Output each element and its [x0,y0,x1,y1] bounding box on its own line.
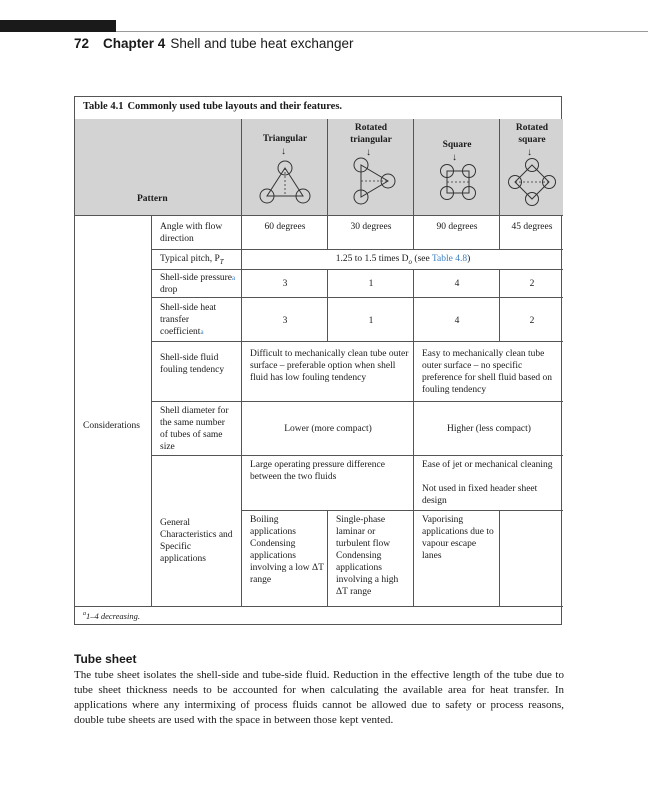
row-label-diameter: Shell diameter for the same number of tubes of same size [151,401,241,455]
running-head [74,36,353,51]
table-4-8-link[interactable]: Table 4.8 [431,254,468,264]
considerations-cell [75,215,151,606]
row-label-heat-transfer: Shell-side heat transfer coefficient$^a$ [151,297,241,341]
chapter-label: Chapter 4 [103,36,166,51]
table-grid [75,97,563,626]
chapter-title: Shell and tube heat exchanger [170,36,354,51]
col-header-rotated-triangular [327,119,413,215]
cell-general-square: Ease of jet or mechanical cleaning Not used in fixed header sheet design [413,455,563,510]
col-title: Rotated [354,123,388,133]
cell-app-triangular: Boiling applications Condensing applications involving a low ΔT range [241,510,327,606]
triangular-pitch-icon [254,156,316,206]
cell-app-rotated-square [499,510,563,606]
table-footnote: $^a$1–4 decreasing. [83,611,140,621]
row-label-fouling: Shell-side fluid fouling tendency [151,341,241,401]
col-title: Square [442,140,472,150]
cell-app-rotated-triangular: Single-phase laminar or turbulent flow Condensing applications involving a high ΔT range [327,510,413,606]
header-rule [116,31,648,32]
cell-pressure-rotated-square: 2 [499,269,563,297]
row-label-general: General Characteristics and Specific applications [151,455,241,606]
cell-app-square: Vaporising applications due to vapour escape lanes [413,510,499,606]
pattern-label: Pattern [137,194,168,204]
page-number: 72 [74,36,90,51]
row-label-pressure-drop: Shell-side pressure$^a$ drop [151,269,241,297]
cell-pressure-square: 4 [413,269,499,297]
col-title-line2: triangular [350,135,392,145]
section-heading: Tube sheet [74,652,137,666]
flow-arrow-icon: ↓ [452,152,457,163]
flow-arrow-icon: ↓ [366,147,371,158]
flow-arrow-icon: ↓ [281,146,286,157]
footnote-row [75,606,563,626]
col-title-line2: square [518,135,546,145]
caption-text: Commonly used tube layouts and their features. [127,101,343,112]
col-header-square [413,119,499,215]
cell-htc-rotated-triangular: 1 [327,297,413,341]
cell-diameter-triangular: Lower (more compact) [241,401,413,455]
rotated-triangular-pitch-icon [340,156,402,206]
cell-angle-rotated-triangular: 30 degrees [327,215,413,249]
row-label-angle: Angle with flow direction [151,215,241,249]
flow-arrow-icon: ↓ [527,147,532,158]
cell-htc-triangular: 3 [241,297,327,341]
cell-fouling-square: Easy to mechanically clean tube outer surface – no specific preference for shell fluid based on fouling tendency [413,341,563,401]
square-pitch-icon [426,161,488,205]
section-body: The tube sheet isolates the shell-side and tube-side fluid. Reduction in the effective length of the tube due to tube sheet thickness needs to be accounted for when calculating the available area for heat transfer. In applications where any intermixing of process fluids cannot be allowed due to safety or process reasons, double tube sheets are used with the space in between those kept vented. [74,669,564,726]
cell-htc-square: 4 [413,297,499,341]
col-header-triangular [241,119,327,215]
cell-general-triangular: Large operating pressure difference between the two fluids [241,455,413,510]
cell-pressure-triangular: 3 [241,269,327,297]
pattern-header-cell [75,119,241,215]
table-4-1 [74,96,562,625]
cell-htc-rotated-square: 2 [499,297,563,341]
cell-angle-rotated-square: 45 degrees [499,215,563,249]
rotated-square-pitch-icon [504,157,560,207]
col-header-rotated-square [499,119,563,215]
cell-angle-triangular: 60 degrees [241,215,327,249]
col-title: Rotated [515,123,549,133]
cell-angle-square: 90 degrees [413,215,499,249]
cell-pressure-rotated-triangular: 1 [327,269,413,297]
col-title: Triangular [262,134,308,144]
cell-pitch-all: 1.25 to 1.5 times $D_o$ (see Table 4.8) [241,249,563,269]
header-bar [0,20,116,32]
considerations-label: Considerations [83,421,140,431]
row-label-pitch: Typical pitch, $P_T$ [151,249,241,269]
cell-fouling-triangular: Difficult to mechanically clean tube outer surface – preferable option when shell fluid has low fouling tendency [241,341,413,401]
caption-number: Table 4.1 [83,101,124,112]
cell-diameter-square: Higher (less compact) [413,401,563,455]
